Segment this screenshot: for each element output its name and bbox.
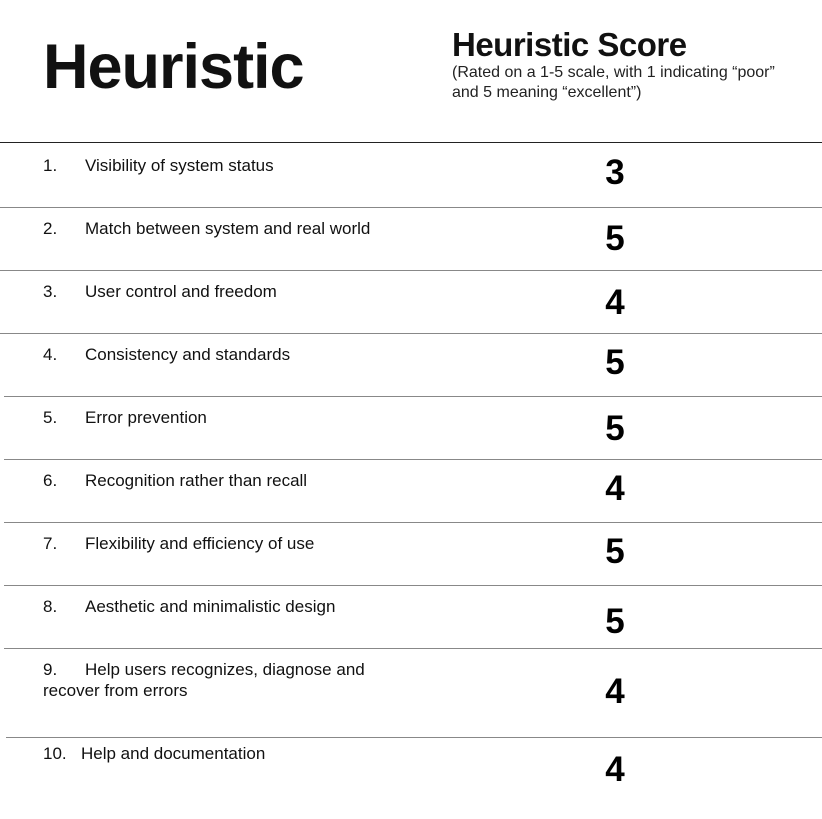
heuristic-score: 5	[605, 409, 625, 448]
row-text: Consistency and standards	[85, 345, 291, 364]
heuristic-row-label	[43, 218, 403, 239]
heuristic-row-label	[43, 344, 403, 365]
heuristic-score: 4	[605, 672, 625, 711]
heuristic-score: 3	[605, 153, 625, 192]
heuristic-row-label	[43, 596, 403, 617]
heuristic-row-label	[43, 533, 403, 554]
heuristic-score: 4	[605, 469, 625, 508]
row-number: 3.	[43, 282, 58, 301]
row-divider	[4, 585, 822, 586]
score-scale-note: (Rated on a 1-5 scale, with 1 indicating “poor” and 5 meaning “excellent”)	[452, 64, 775, 101]
row-divider	[4, 522, 822, 523]
row-number: 5.	[43, 408, 58, 427]
heuristic-score: 5	[605, 602, 625, 641]
row-divider	[0, 270, 822, 271]
row-number: 2.	[43, 219, 58, 238]
heuristic-column-title: Heuristic	[43, 32, 304, 102]
row-number: 6.	[43, 471, 58, 490]
row-number: 1.	[43, 156, 58, 175]
heuristic-score: 5	[605, 532, 625, 571]
row-text: Match between system and real world	[85, 219, 371, 238]
score-column-header	[452, 28, 792, 103]
row-number: 8.	[43, 597, 58, 616]
row-text: Help users recognizes, diagnose and recover from errors	[43, 660, 365, 700]
row-number: 9.	[43, 660, 58, 679]
row-number: 10.	[43, 744, 67, 763]
row-divider	[0, 207, 822, 208]
row-text: Visibility of system status	[85, 156, 274, 175]
row-text: User control and freedom	[85, 282, 277, 301]
heuristic-row-label	[43, 659, 393, 701]
row-divider	[4, 648, 822, 649]
row-divider	[4, 396, 822, 397]
row-text: Help and documentation	[81, 744, 266, 763]
heuristic-row-label	[43, 407, 403, 428]
row-divider	[0, 333, 822, 334]
heuristic-score: 5	[605, 343, 625, 382]
row-number: 4.	[43, 345, 58, 364]
heuristic-row-label	[43, 743, 403, 764]
row-text: Error prevention	[85, 408, 207, 427]
heuristic-score: 5	[605, 219, 625, 258]
row-divider	[6, 737, 822, 738]
row-text: Aesthetic and minimalistic design	[85, 597, 336, 616]
heuristic-score: 4	[605, 283, 625, 322]
row-text: Flexibility and efficiency of use	[85, 534, 315, 553]
heuristic-row-label	[43, 281, 403, 302]
row-number: 7.	[43, 534, 58, 553]
heuristic-row-label	[43, 155, 403, 176]
heuristic-row-label	[43, 470, 403, 491]
score-column-title: Heuristic Score	[452, 26, 687, 63]
row-divider	[4, 459, 822, 460]
heuristic-score: 4	[605, 750, 625, 789]
header-divider	[0, 142, 822, 143]
row-text: Recognition rather than recall	[85, 471, 308, 490]
